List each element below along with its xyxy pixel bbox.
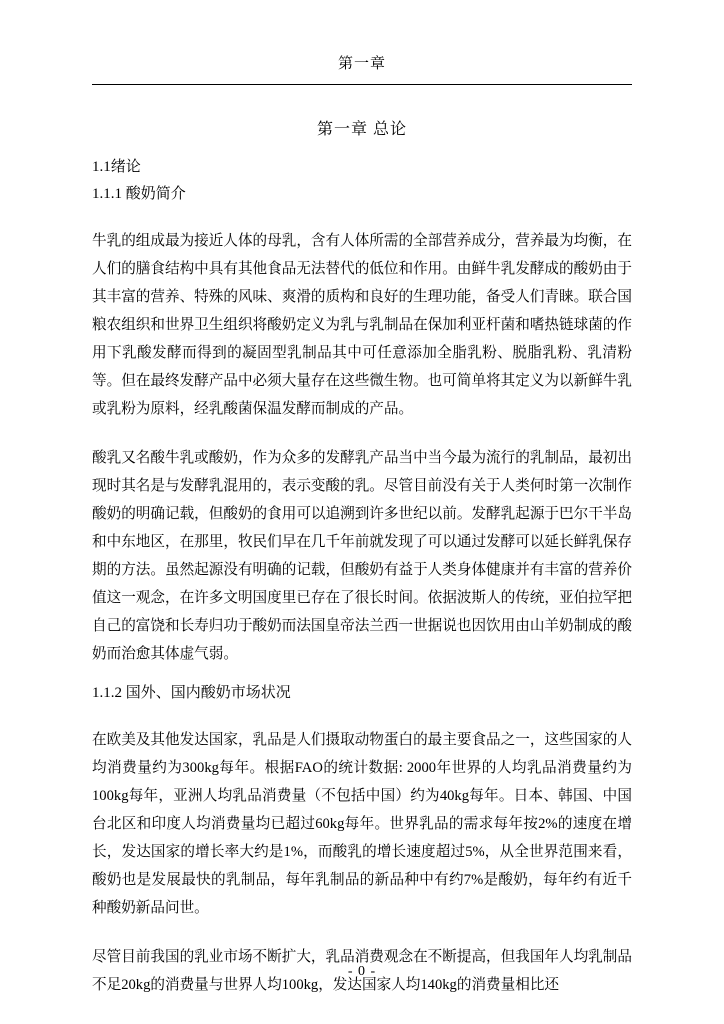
paragraph-1: 牛乳的组成最为接近人体的母乳，含有人体所需的全部营养成分，营养最为均衡，在人们的膳食结构中具有其他食品无法替代的低位和作用。由鲜牛乳发酵成的酸奶由于其丰富的营养、特殊的风味、爽滑的质构和良好的生理功能，备受人们青睐。联合国粮农组织和世界卫生组织将酸奶定义为乳与乳制品在保加利亚杆菌和嗜热链球菌的作用下乳酸发酵而得到的凝固型乳制品其中可任意添加全脂乳粉、脱脂乳粉、乳清粉等。但在最终发酵产品中必须大量存在这些微生物。也可简单将其定义为以新鲜牛乳或乳粉为原料，经乳酸菌保温发酵而制成的产品。	[92, 232, 632, 417]
paragraph-2: 酸乳又名酸牛乳或酸奶，作为众多的发酵乳产品当中当今最为流行的乳制品，最初出现时其名是与发酵乳混用的，表示变酸的乳。尽管目前没有关于人类何时第一次制作酸奶的明确记载，但酸奶的食用可以追溯到许多世纪以前。发酵乳起源于巴尔干半岛和中东地区，在那里，牧民们早在几千年前就发现了可以通过发酵可以延长鲜乳保存期的方法。虽然起源没有明确的记载，但酸奶有益于人类身体健康并有丰富的营养价值这一观念，在许多文明国度里已存在了很长时间。依据波斯人的传统，亚伯拉罕把自己的富饶和长寿归功于酸奶而法国皇帝法兰西一世据说也因饮用由山羊奶制成的酸奶而治愈其体虚气弱。	[92, 449, 632, 662]
paragraph-3: 在欧美及其他发达国家，乳品是人们摄取动物蛋白的最主要食品之一，这些国家的人均消费量约为300kg每年。根据FAO的统计数据: 2000年世界的人均乳品消费量约为100kg每年，亚洲人均乳品消费量（不包括中国）约为40kg每年。日本、韩国、中国台北区和印度人均消费量均已超过60kg每年。世界乳品的需求每年按2%的速度在增长，发达国家的增长率大约是1%，而酸乳的增长速度超过5%，从全世界范围来看，酸奶也是发展最快的乳制品，每年乳制品的新品种中有约7%是酸奶，每年约有近千种酸奶新品问世。	[92, 731, 632, 916]
subsection-heading-1-1-2: 1.1.2 国外、国内酸奶市场状况	[92, 685, 291, 702]
page-number: - 0 -	[347, 964, 377, 979]
page-title: 第一章 总论	[316, 121, 407, 138]
page-header	[92, 0, 632, 85]
header-divider	[92, 84, 632, 85]
section-heading-1-1: 1.1绪论	[92, 159, 141, 175]
header-chapter-label: 第一章	[337, 56, 386, 72]
paragraph-4: 尽管目前我国的乳业市场不断扩大，乳品消费观念在不断提高，但我国年人均乳制品不足20kg的消费量与世界人均100kg，发达国家人均140kg的消费量相比还	[92, 948, 632, 993]
subsection-heading-1-1-1: 1.1.1 酸奶简介	[92, 186, 186, 203]
